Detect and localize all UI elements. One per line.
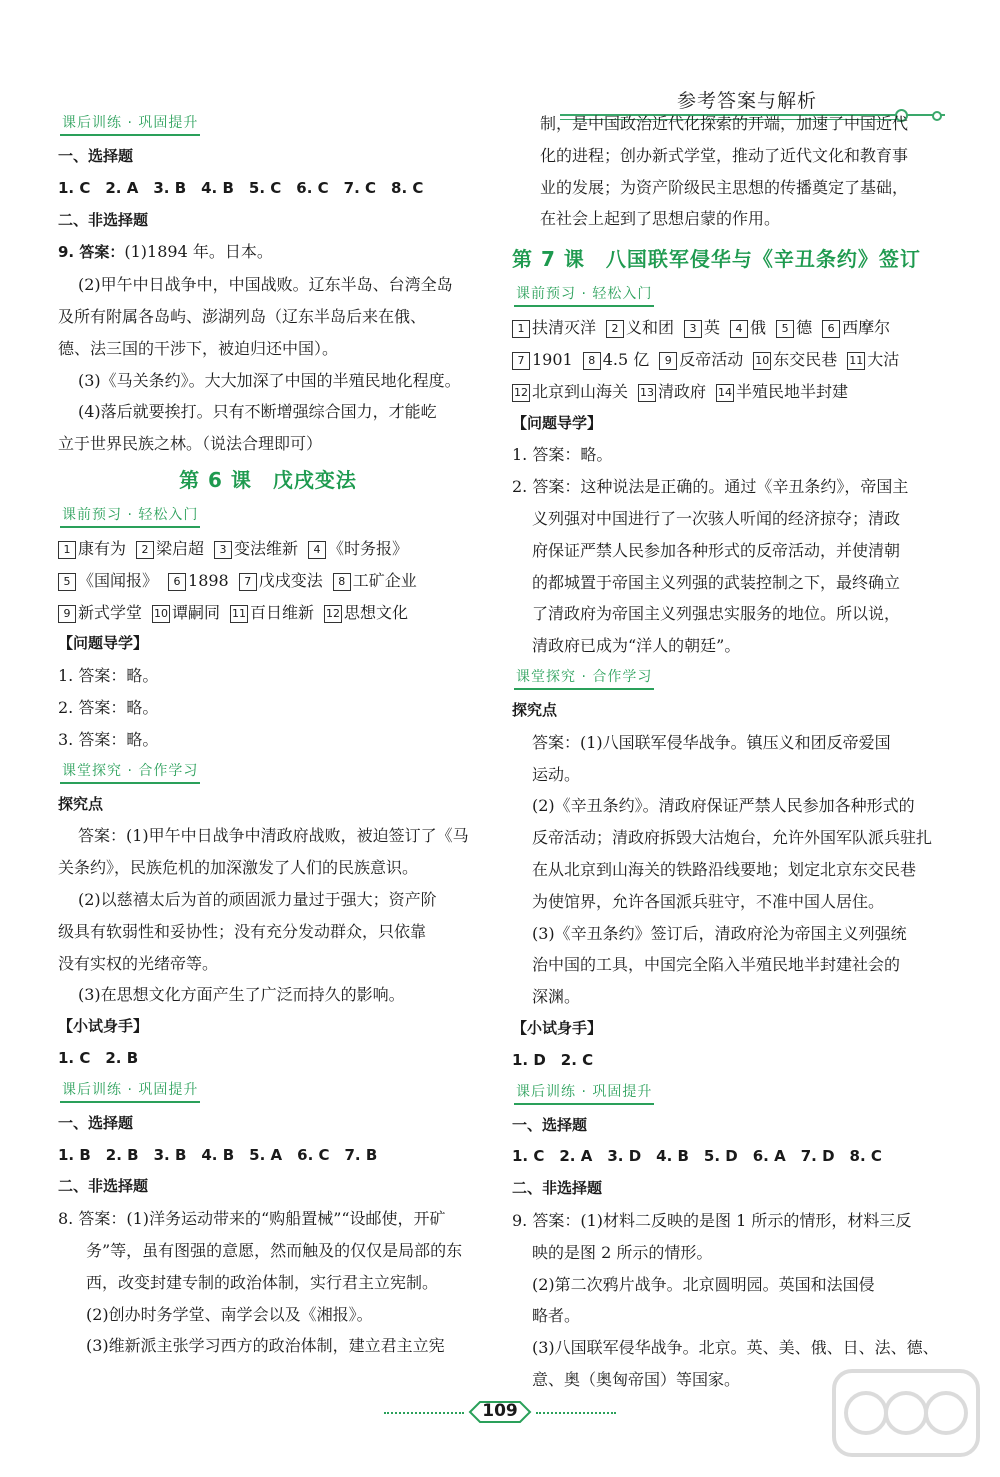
answer-line: (2)甲午中日战争中，中国战败。辽东半岛、台湾全岛 xyxy=(78,275,453,295)
answer-line: 立于世界民族之林。（说法合理即可） xyxy=(58,434,323,454)
explore-line: 运动。 xyxy=(532,764,581,784)
answer-line: (4)落后就要挨打。只有不断增强综合国力，才能屹 xyxy=(78,402,437,422)
guide-answer: 3. 答案：略。 xyxy=(58,729,159,749)
item-number: 7 xyxy=(239,573,257,591)
item-number: 9 xyxy=(659,352,677,370)
guide-answer: 的都城置于帝国主义列强的武装控制之下，最终确立 xyxy=(532,572,901,592)
continued-line: 化的进程；创办新式学堂，推动了近代文化和教育事 xyxy=(540,145,909,165)
answer-line: 及所有附属各岛屿、澎湖列岛（辽东半岛后来在俄、 xyxy=(58,306,427,326)
explore-line: (3)《辛丑条约》签订后，清政府沦为帝国主义列强统 xyxy=(532,923,907,943)
heading-choice: 一、选择题 xyxy=(58,147,134,165)
answer-line: (2)第二次鸦片战争。北京圆明园。英国和法国侵 xyxy=(532,1274,875,1294)
page-number: 109 xyxy=(482,1401,518,1421)
item-number: 1 xyxy=(58,541,76,559)
heading-nonchoice-2: 二、非选择题 xyxy=(58,1177,149,1196)
preview-items xyxy=(58,533,478,628)
section-after-class: 课后训练 · 巩固提升 xyxy=(514,1081,654,1105)
item-text: 俄 xyxy=(750,318,767,338)
preview-item xyxy=(583,344,650,376)
preview-item xyxy=(308,533,408,565)
guide-answer: 2. 答案：这种说法是正确的。通过《辛丑条约》，帝国主 xyxy=(512,477,909,497)
lesson-6-title: 第 6 课 戊戌变法 xyxy=(179,467,357,492)
item-number: 6 xyxy=(168,573,186,591)
guide-answer: 了清政府为帝国主义列强忠实服务的地位。所以说， xyxy=(532,604,901,624)
preview-row xyxy=(512,312,932,344)
preview-item xyxy=(512,376,628,408)
answer-line: 映的是图 2 所示的情形。 xyxy=(532,1242,713,1262)
continued-line: 制，是中国政治近代化探索的开端，加速了中国近代 xyxy=(540,114,909,133)
item-number: 11 xyxy=(847,352,865,370)
explore-line: 深渊。 xyxy=(532,987,581,1007)
section-preview: 课前预习 · 轻松入门 xyxy=(60,504,200,528)
heading-explore: 探究点 xyxy=(58,794,104,813)
guide-answer: 1. 答案：略。 xyxy=(512,445,613,465)
try-answers: 1. D 2. C xyxy=(512,1050,594,1069)
heading-try: 【小试身手】 xyxy=(58,1017,149,1036)
item-number: 9 xyxy=(58,605,76,623)
explore-line: 答案：(1)八国联军侵华战争。镇压义和团反帝爱国 xyxy=(532,732,891,752)
item-number: 8 xyxy=(333,573,351,591)
item-number: 12 xyxy=(512,384,530,402)
preview-item xyxy=(333,565,417,597)
item-text: 西摩尔 xyxy=(842,318,891,338)
preview-item xyxy=(214,533,298,565)
preview-item xyxy=(58,597,142,629)
watermark-logo-icon xyxy=(826,1363,986,1463)
header-title: 参考答案与解析 xyxy=(676,90,817,112)
answer-line: 意、奥（奥匈帝国）等国家。 xyxy=(532,1369,741,1389)
item-text: 大沽 xyxy=(867,349,900,369)
choice-answers: 1. C 2. A 3. B 4. B 5. C 6. C 7. C 8. C xyxy=(58,178,424,197)
answer-line: 9. 答案：(1)材料二反映的是图 1 所示的情形，材料三反 xyxy=(512,1210,912,1230)
answer-line: 8. 答案：(1)洋务运动带来的“购船置械”“设邮使，开矿 xyxy=(58,1209,446,1229)
section-after-class: 课后训练 · 巩固提升 xyxy=(60,112,200,136)
preview-item xyxy=(847,344,899,376)
item-text: 新式学堂 xyxy=(78,602,143,622)
answer-line: (2)创办时务学堂、南学会以及《湘报》。 xyxy=(86,1304,373,1324)
explore-line: (3)在思想文化方面产生了广泛而持久的影响。 xyxy=(78,985,405,1005)
preview-row xyxy=(512,376,932,408)
header-dot-small xyxy=(932,111,942,121)
answer-line: (3)维新派主张学习西方的政治体制，建立君主立宪 xyxy=(86,1336,445,1356)
heading-nonchoice: 二、非选择题 xyxy=(512,1179,603,1198)
item-text: 梁启超 xyxy=(156,538,205,558)
item-number: 2 xyxy=(136,541,154,559)
explore-line: 在从北京到山海关的铁路沿线要地；划定北京东交民巷 xyxy=(532,859,917,879)
item-number: 11 xyxy=(230,605,248,623)
preview-item xyxy=(822,312,890,344)
item-text: 英 xyxy=(704,318,721,338)
item-text: 半殖民地半封建 xyxy=(736,381,849,401)
preview-item xyxy=(638,376,706,408)
choice-answers: 1. C 2. A 3. D 4. B 5. D 6. A 7. D 8. C xyxy=(512,1147,882,1166)
preview-row xyxy=(58,565,478,597)
item-text: 东交民巷 xyxy=(773,349,838,369)
explore-line: 关条约》，民族危机的加深激发了人们的民族意识。 xyxy=(58,858,419,878)
item-text: 4.5 亿 xyxy=(602,349,650,369)
answer-line: (3)八国联军侵华战争。北京。英、美、俄、日、法、德、 xyxy=(532,1338,939,1358)
item-number: 2 xyxy=(606,320,624,338)
item-number: 4 xyxy=(308,541,326,559)
item-number: 12 xyxy=(324,605,342,623)
item-number: 7 xyxy=(512,352,530,370)
item-text: 百日维新 xyxy=(250,602,315,622)
item-text: 思想文化 xyxy=(344,602,409,622)
item-number: 3 xyxy=(684,320,702,338)
answer-line: (3)《马关条约》。大大加深了中国的半殖民地化程度。 xyxy=(78,370,461,390)
preview-row xyxy=(512,344,932,376)
guide-answer: 府保证严禁人民参加各种形式的反帝活动，并使清朝 xyxy=(532,540,901,560)
item-text: 戊戌变法 xyxy=(258,570,323,590)
item-number: 6 xyxy=(822,320,840,338)
guide-answer: 义列强对中国进行了一次骇人听闻的经济掠夺；清政 xyxy=(532,508,901,528)
preview-item xyxy=(58,565,158,597)
item-number: 1 xyxy=(512,320,530,338)
item-text: 1901 xyxy=(532,349,573,369)
answer-line: 西，改变封建专制的政治体制，实行君主立宪制。 xyxy=(86,1272,439,1292)
continued-line: 业的发展；为资产阶级民主思想的传播奠定了基础， xyxy=(540,177,909,197)
heading-question-guide: 【问题导学】 xyxy=(512,413,603,432)
explore-line: 为使馆界，允许各国派兵驻守，不准中国人居住。 xyxy=(532,891,885,911)
footer-dotted-rule xyxy=(536,1412,616,1414)
guide-answer: 清政府已成为“洋人的朝廷”。 xyxy=(532,636,741,656)
explore-line: 反帝活动；清政府拆毁大沽炮台，允许外国军队派兵驻扎 xyxy=(532,828,933,848)
continued-line: 在社会上起到了思想启蒙的作用。 xyxy=(540,209,781,229)
guide-answer: 1. 答案：略。 xyxy=(58,666,159,686)
answer-line: 略者。 xyxy=(532,1306,581,1326)
heading-choice-2: 一、选择题 xyxy=(58,1113,134,1132)
preview-item xyxy=(324,597,408,629)
item-text: 《国闻报》 xyxy=(78,570,159,590)
page-number-badge xyxy=(400,1400,600,1426)
left-column xyxy=(58,108,478,1362)
section-preview: 课前预习 · 轻松入门 xyxy=(514,283,654,307)
item-number: 10 xyxy=(753,352,771,370)
item-number: 3 xyxy=(214,541,232,559)
item-text: 扶清灭洋 xyxy=(532,318,597,338)
item-number: 10 xyxy=(152,605,170,623)
preview-item xyxy=(512,344,573,376)
preview-item xyxy=(776,312,812,344)
item-number: 14 xyxy=(716,384,734,402)
explore-line: (2)《辛丑条约》。清政府保证严禁人民参加各种形式的 xyxy=(532,796,915,816)
explore-line: 治中国的工具，中国完全陷入半殖民地半封建社会的 xyxy=(532,955,901,975)
preview-row xyxy=(58,533,478,565)
item-number: 8 xyxy=(583,352,601,370)
heading-explore: 探究点 xyxy=(512,700,558,719)
item-text: 北京到山海关 xyxy=(532,381,629,401)
preview-row xyxy=(58,597,478,629)
item-text: 谭嗣同 xyxy=(172,602,221,622)
item-text: 康有为 xyxy=(78,538,127,558)
explore-line: 答案：(1)甲午中日战争中清政府战败，被迫签订了《马 xyxy=(78,826,469,846)
item-number: 5 xyxy=(776,320,794,338)
item-number: 5 xyxy=(58,573,76,591)
item-text: 清政府 xyxy=(658,381,707,401)
heading-try: 【小试身手】 xyxy=(512,1018,603,1037)
item-text: 义和团 xyxy=(626,318,675,338)
preview-item xyxy=(512,312,596,344)
preview-item xyxy=(606,312,674,344)
preview-item xyxy=(230,597,314,629)
preview-item xyxy=(659,344,743,376)
answer-line: 务”等，虽有图强的意愿，然而触及的仅仅是局部的东 xyxy=(86,1240,463,1260)
guide-answer: 2. 答案：略。 xyxy=(58,697,159,717)
heading-nonchoice: 二、非选择题 xyxy=(58,210,149,229)
item-text: 变法维新 xyxy=(234,538,299,558)
preview-items xyxy=(512,312,932,407)
preview-item xyxy=(136,533,204,565)
explore-line: (2)以慈禧太后为首的顽固派力量过于强大；资产阶 xyxy=(78,889,437,909)
item-text: 《时务报》 xyxy=(328,538,409,558)
item-number: 13 xyxy=(638,384,656,402)
item-text: 反帝活动 xyxy=(679,349,744,369)
answer-line: 9. 答案：(1)1894 年。日本。 xyxy=(58,242,273,262)
choice-answers-2: 1. B 2. B 3. B 4. B 5. A 6. C 7. B xyxy=(58,1145,378,1164)
section-in-class: 课堂探究 · 合作学习 xyxy=(60,760,200,784)
item-text: 德 xyxy=(796,318,813,338)
preview-item xyxy=(684,312,720,344)
preview-item xyxy=(168,565,229,597)
section-after-class-2: 课后训练 · 巩固提升 xyxy=(60,1079,200,1103)
lesson-7-title: 第 7 课 八国联军侵华与《辛丑条约》签订 xyxy=(512,247,921,272)
preview-item xyxy=(753,344,837,376)
preview-item xyxy=(239,565,323,597)
heading-choice: 一、选择题 xyxy=(512,1115,588,1134)
answer-line: 德、法三国的干涉下，被迫归还中国）。 xyxy=(58,338,339,358)
item-text: 工矿企业 xyxy=(352,570,417,590)
try-answers: 1. C 2. B xyxy=(58,1048,139,1067)
right-column xyxy=(512,108,939,1396)
preview-item xyxy=(58,533,126,565)
item-number: 4 xyxy=(730,320,748,338)
explore-line: 没有实权的光绪帝等。 xyxy=(58,953,219,973)
preview-item xyxy=(716,376,848,408)
preview-item xyxy=(730,312,766,344)
heading-question-guide: 【问题导学】 xyxy=(58,634,149,653)
preview-item xyxy=(152,597,220,629)
explore-line: 级具有软弱性和妥协性；没有充分发动群众，只依靠 xyxy=(58,921,427,941)
item-text: 1898 xyxy=(188,570,229,590)
section-in-class: 课堂探究 · 合作学习 xyxy=(514,666,654,690)
